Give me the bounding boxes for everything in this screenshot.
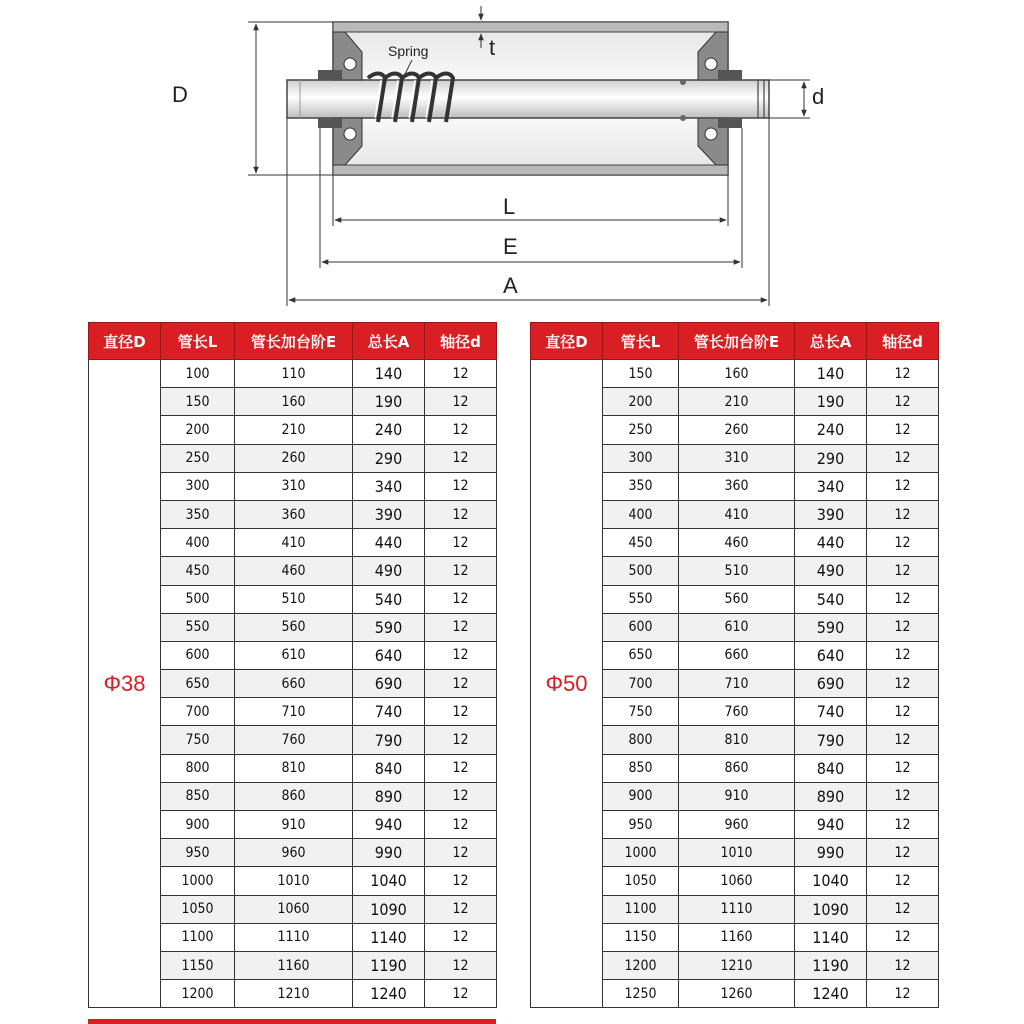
tube-length-cell: 1000 (161, 867, 235, 895)
step-length-cell: 760 (235, 726, 353, 754)
total-length-cell: 140 (795, 360, 867, 388)
shaft-diameter-cell: 12 (867, 360, 939, 388)
step-length-cell: 410 (235, 529, 353, 557)
shaft-diameter-cell: 12 (425, 585, 497, 613)
total-length-cell: 840 (795, 754, 867, 782)
shaft-diameter-cell: 12 (425, 388, 497, 416)
label-E: E (503, 234, 518, 259)
total-length-cell: 890 (795, 782, 867, 810)
shaft-diameter-cell: 12 (425, 444, 497, 472)
tube-length-cell: 900 (603, 782, 679, 810)
step-length-cell: 710 (235, 698, 353, 726)
total-length-cell: 190 (353, 388, 425, 416)
total-length-cell: 540 (795, 585, 867, 613)
tube-length-cell: 350 (161, 500, 235, 528)
step-length-cell: 1160 (235, 951, 353, 979)
header-shaft-diameter: 轴径d (867, 323, 939, 360)
step-length-cell: 1210 (235, 980, 353, 1008)
shaft-diameter-cell: 12 (867, 472, 939, 500)
step-length-cell: 310 (235, 472, 353, 500)
total-length-cell: 790 (795, 726, 867, 754)
tube-length-cell: 800 (161, 754, 235, 782)
step-length-cell: 1210 (679, 951, 795, 979)
total-length-cell: 640 (353, 641, 425, 669)
shaft-diameter-cell: 12 (867, 670, 939, 698)
step-length-cell: 960 (235, 839, 353, 867)
step-length-cell: 310 (679, 444, 795, 472)
tube-length-cell: 550 (603, 585, 679, 613)
total-length-cell: 440 (353, 529, 425, 557)
tube-length-cell: 600 (161, 641, 235, 669)
total-length-cell: 990 (795, 839, 867, 867)
step-length-cell: 610 (235, 641, 353, 669)
total-length-cell: 390 (795, 500, 867, 528)
step-length-cell: 1010 (679, 839, 795, 867)
total-length-cell: 1090 (795, 895, 867, 923)
shaft-diameter-cell: 12 (425, 529, 497, 557)
total-length-cell: 240 (795, 416, 867, 444)
total-length-cell: 440 (795, 529, 867, 557)
total-length-cell: 640 (795, 641, 867, 669)
tube-length-cell: 750 (161, 726, 235, 754)
step-length-cell: 760 (679, 698, 795, 726)
total-length-cell: 1240 (795, 980, 867, 1008)
tube-length-cell: 750 (603, 698, 679, 726)
step-length-cell: 510 (679, 557, 795, 585)
shaft-diameter-cell: 12 (867, 613, 939, 641)
total-length-cell: 690 (353, 670, 425, 698)
step-length-cell: 210 (235, 416, 353, 444)
shaft-diameter-cell: 12 (425, 613, 497, 641)
step-length-cell: 360 (235, 500, 353, 528)
header-diameter: 直径D (531, 323, 603, 360)
dimension-L (333, 175, 728, 226)
shaft-diameter-cell: 12 (425, 839, 497, 867)
total-length-cell: 290 (353, 444, 425, 472)
header-total-length: 总长A (795, 323, 867, 360)
tube-length-cell: 250 (603, 416, 679, 444)
total-length-cell: 790 (353, 726, 425, 754)
shaft-diameter-cell: 12 (425, 360, 497, 388)
shaft-diameter-cell: 12 (867, 444, 939, 472)
step-length-cell: 610 (679, 613, 795, 641)
tube-length-cell: 650 (161, 670, 235, 698)
shaft-diameter-cell: 12 (867, 754, 939, 782)
total-length-cell: 1190 (795, 951, 867, 979)
total-length-cell: 990 (353, 839, 425, 867)
step-length-cell: 1110 (235, 923, 353, 951)
tube-length-cell: 950 (603, 811, 679, 839)
shaft-diameter-cell: 12 (425, 726, 497, 754)
tube-length-cell: 1150 (603, 923, 679, 951)
step-length-cell: 1060 (235, 895, 353, 923)
tube-length-cell: 650 (603, 641, 679, 669)
header-total-length: 总长A (353, 323, 425, 360)
shaft-diameter-cell: 12 (867, 557, 939, 585)
total-length-cell: 1140 (795, 923, 867, 951)
shaft-diameter-cell: 12 (425, 754, 497, 782)
tube-length-cell: 850 (161, 782, 235, 810)
step-length-cell: 410 (679, 500, 795, 528)
step-length-cell: 810 (235, 754, 353, 782)
shaft-diameter-cell: 12 (867, 839, 939, 867)
table-header-row (89, 323, 497, 360)
shaft-diameter-cell: 12 (425, 641, 497, 669)
label-A: A (503, 273, 518, 298)
step-length-cell: 710 (679, 670, 795, 698)
shaft-diameter-cell: 12 (867, 980, 939, 1008)
total-length-cell: 390 (353, 500, 425, 528)
shaft-diameter-cell: 12 (867, 811, 939, 839)
tube-length-cell: 1100 (161, 923, 235, 951)
table-header-row (531, 323, 939, 360)
shaft-diameter-cell: 12 (425, 867, 497, 895)
step-length-cell: 1260 (679, 980, 795, 1008)
tube-length-cell: 200 (603, 388, 679, 416)
total-length-cell: 490 (353, 557, 425, 585)
step-length-cell: 560 (679, 585, 795, 613)
tube-length-cell: 400 (161, 529, 235, 557)
tube-length-cell: 150 (161, 388, 235, 416)
shaft-diameter-cell: 12 (425, 782, 497, 810)
tube-length-cell: 450 (161, 557, 235, 585)
shaft-diameter-cell: 12 (867, 698, 939, 726)
label-t: t (489, 35, 496, 60)
shaft-diameter-cell: 12 (425, 670, 497, 698)
shaft-diameter-cell: 12 (867, 782, 939, 810)
shaft-diameter-cell: 12 (425, 557, 497, 585)
total-length-cell: 940 (353, 811, 425, 839)
step-length-cell: 360 (679, 472, 795, 500)
total-length-cell: 140 (353, 360, 425, 388)
step-length-cell: 910 (679, 782, 795, 810)
tube-length-cell: 700 (161, 698, 235, 726)
tube-length-cell: 550 (161, 613, 235, 641)
step-length-cell: 660 (679, 641, 795, 669)
total-length-cell: 190 (795, 388, 867, 416)
total-length-cell: 690 (795, 670, 867, 698)
step-length-cell: 460 (679, 529, 795, 557)
tube-length-cell: 500 (161, 585, 235, 613)
step-length-cell: 260 (235, 444, 353, 472)
step-length-cell: 460 (235, 557, 353, 585)
step-length-cell: 1160 (679, 923, 795, 951)
total-length-cell: 290 (795, 444, 867, 472)
diameter-cell: Φ38 (89, 360, 161, 1008)
step-length-cell: 210 (679, 388, 795, 416)
tube-length-cell: 150 (603, 360, 679, 388)
total-length-cell: 840 (353, 754, 425, 782)
label-d: d (812, 84, 825, 109)
step-length-cell: 1110 (679, 895, 795, 923)
total-length-cell: 890 (353, 782, 425, 810)
shaft-diameter-cell: 12 (425, 472, 497, 500)
label-D: D (172, 82, 188, 107)
shaft-diameter-cell: 12 (425, 416, 497, 444)
shaft-diameter-cell: 12 (425, 500, 497, 528)
label-spring: Spring (388, 43, 429, 59)
tube-length-cell: 100 (161, 360, 235, 388)
total-length-cell: 490 (795, 557, 867, 585)
tube-length-cell: 300 (161, 472, 235, 500)
total-length-cell: 340 (353, 472, 425, 500)
tube-length-cell: 250 (161, 444, 235, 472)
tube-length-cell: 600 (603, 613, 679, 641)
header-tube-step-length: 管长加台阶E (679, 323, 795, 360)
total-length-cell: 1040 (795, 867, 867, 895)
tube-length-cell: 1050 (161, 895, 235, 923)
tube-length-cell: 950 (161, 839, 235, 867)
shaft-diameter-cell: 12 (425, 895, 497, 923)
step-length-cell: 260 (679, 416, 795, 444)
tube-length-cell: 400 (603, 500, 679, 528)
shaft-diameter-cell: 12 (867, 500, 939, 528)
shaft-diameter-cell: 12 (867, 641, 939, 669)
shaft-diameter-cell: 12 (425, 923, 497, 951)
roller-shaft (287, 80, 769, 118)
tube-length-cell: 1250 (603, 980, 679, 1008)
step-length-cell: 1060 (679, 867, 795, 895)
header-shaft-diameter: 轴径d (425, 323, 497, 360)
shaft-diameter-cell: 12 (425, 980, 497, 1008)
tube-length-cell: 800 (603, 726, 679, 754)
total-length-cell: 1190 (353, 951, 425, 979)
shaft-diameter-cell: 12 (867, 585, 939, 613)
tube-length-cell: 450 (603, 529, 679, 557)
tube-length-cell: 1200 (603, 951, 679, 979)
total-length-cell: 240 (353, 416, 425, 444)
step-length-cell: 860 (235, 782, 353, 810)
total-length-cell: 590 (795, 613, 867, 641)
tube-length-cell: 350 (603, 472, 679, 500)
step-length-cell: 810 (679, 726, 795, 754)
step-length-cell: 160 (235, 388, 353, 416)
header-tube-length: 管长L (161, 323, 235, 360)
step-length-cell: 160 (679, 360, 795, 388)
shaft-diameter-cell: 12 (867, 895, 939, 923)
step-length-cell: 860 (679, 754, 795, 782)
tube-length-cell: 1150 (161, 951, 235, 979)
header-diameter: 直径D (89, 323, 161, 360)
tube-length-cell: 1100 (603, 895, 679, 923)
dimension-d (769, 80, 810, 118)
total-length-cell: 1040 (353, 867, 425, 895)
shaft-diameter-cell: 12 (867, 726, 939, 754)
step-length-cell: 1010 (235, 867, 353, 895)
header-tube-step-length: 管长加台阶E (235, 323, 353, 360)
step-length-cell: 110 (235, 360, 353, 388)
total-length-cell: 540 (353, 585, 425, 613)
total-length-cell: 1090 (353, 895, 425, 923)
shaft-diameter-cell: 12 (867, 951, 939, 979)
shaft-diameter-cell: 12 (867, 416, 939, 444)
tube-length-cell: 1050 (603, 867, 679, 895)
shaft-diameter-cell: 12 (425, 811, 497, 839)
label-L: L (503, 194, 516, 219)
total-length-cell: 1240 (353, 980, 425, 1008)
table-row (89, 360, 497, 388)
tube-length-cell: 1000 (603, 839, 679, 867)
total-length-cell: 940 (795, 811, 867, 839)
spec-table-d38 (88, 322, 497, 1008)
total-length-cell: 590 (353, 613, 425, 641)
shaft-diameter-cell: 12 (867, 388, 939, 416)
tube-length-cell: 900 (161, 811, 235, 839)
diameter-cell: Φ50 (531, 360, 603, 1008)
table-row (531, 360, 939, 388)
spec-table-d50 (530, 322, 939, 1008)
total-length-cell: 740 (795, 698, 867, 726)
shaft-diameter-cell: 12 (867, 529, 939, 557)
tube-length-cell: 700 (603, 670, 679, 698)
step-length-cell: 560 (235, 613, 353, 641)
shaft-diameter-cell: 12 (425, 951, 497, 979)
tube-length-cell: 1200 (161, 980, 235, 1008)
total-length-cell: 340 (795, 472, 867, 500)
tube-length-cell: 300 (603, 444, 679, 472)
step-length-cell: 960 (679, 811, 795, 839)
shaft-diameter-cell: 12 (867, 923, 939, 951)
shaft-diameter-cell: 12 (867, 867, 939, 895)
step-length-cell: 910 (235, 811, 353, 839)
step-length-cell: 660 (235, 670, 353, 698)
shaft-diameter-cell: 12 (425, 698, 497, 726)
step-length-cell: 510 (235, 585, 353, 613)
header-tube-length: 管长L (603, 323, 679, 360)
tube-length-cell: 200 (161, 416, 235, 444)
total-length-cell: 740 (353, 698, 425, 726)
total-length-cell: 1140 (353, 923, 425, 951)
bottom-divider (88, 1019, 496, 1024)
roller-drawing (0, 0, 1024, 315)
tube-length-cell: 850 (603, 754, 679, 782)
tube-length-cell: 500 (603, 557, 679, 585)
